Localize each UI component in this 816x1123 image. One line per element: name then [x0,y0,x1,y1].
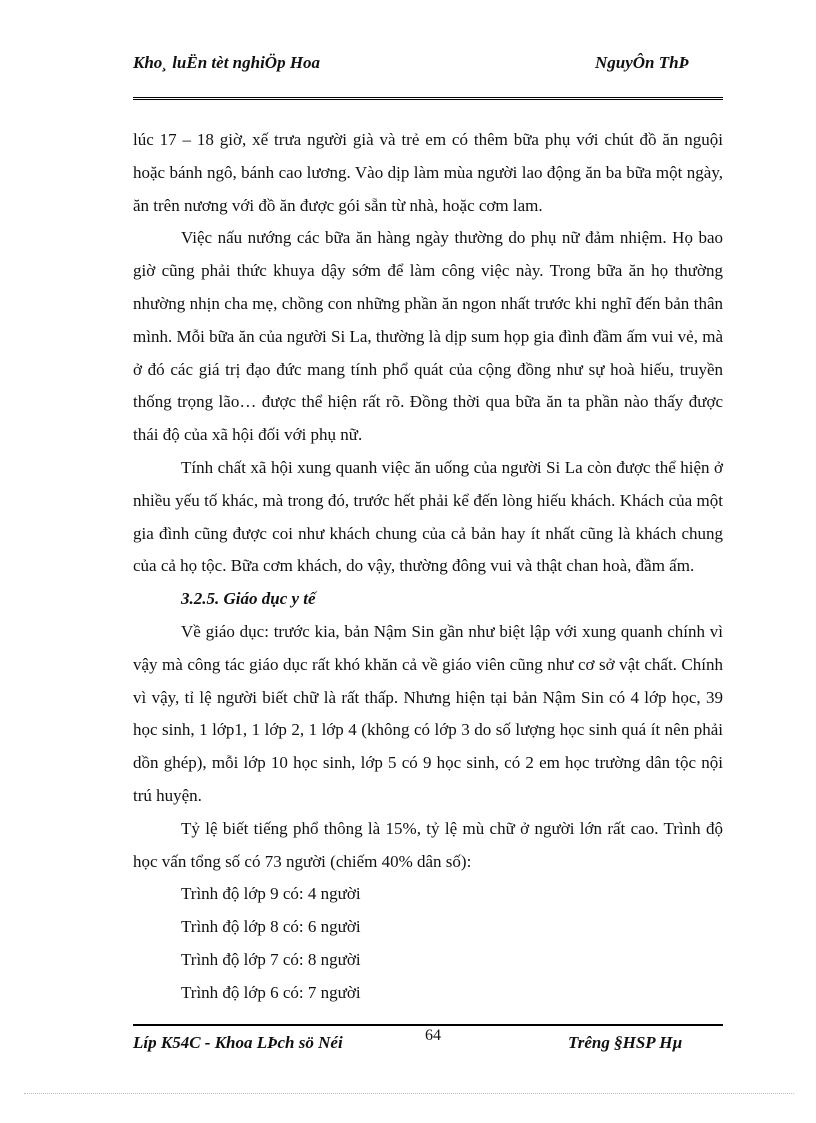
header-rule-secondary [133,99,723,100]
footer-rule [133,1024,723,1026]
footer-university: Trêng §HSP Hµ [568,1033,683,1052]
header-thesis-title: Kho¸ luËn tèt nghiÖp Hoa [133,53,321,72]
header-rule [133,97,723,98]
paragraph-education: Về giáo dục: trước kia, bản Nậm Sin gần như biệt lập với xung quanh chính vì vậy mà công tác giáo dục rất khó khăn cả về giáo viên cũng như cơ sở vật chất. Chính vì vậy, tỉ lệ người biết chữ là rất thấp. Nhưng hiện tại bản Nậm Sin có 4 lớp học, 39 học sinh, 1 lớp1, 1 lớp 2, 1 lớp 4 (không có lớp 3 do số lượng học sinh quá ít nên phải dồn ghép), mỗi lớp 10 học sinh, lớp 5 có 9 học sinh, có 2 em học trường dân tộc nội trú huyện. [133,621,723,805]
paragraph-literacy: Tỷ lệ biết tiếng phổ thông là 15%, tỷ lệ mù chữ ở người lớn rất cao. Trình độ học vấn tổng số có 73 người (chiếm 40% dân số): [133,818,723,871]
paragraph-hospitality: Tính chất xã hội xung quanh việc ăn uống của người Si La còn được thể hiện ở nhiều yếu tố khác, mà trong đó, trước hết phải kể đến lòng hiếu khách. Khách của một gia đình cũng được coi như khách chung của cả bản hay ít nhất cũng là khách chung của cả họ tộc. Bữa cơm khách, do vậy, thường đông vui và thật chan hoà, đầm ấm. [133,457,723,576]
page-number: 64 [425,1027,441,1044]
paragraph-cooking: Việc nấu nướng các bữa ăn hàng ngày thường do phụ nữ đảm nhiệm. Họ bao giờ cũng phải thức khuya dậy sớm để làm công việc này. Trong bữa ăn họ thường nhường nhịn cha mẹ, chồng con những phần ăn ngon nhất trước khi nghĩ đến bản thân mình. Mỗi bữa ăn của người Si La, thường là dịp sum họp gia đình đầm ấm vui vẻ, mà ở đó các giá trị đạo đức mang tính phổ quát của cộng đồng như sự hoà hiếu, truyền thống trọng lão… được thể hiện rất rõ. Đồng thời qua bữa ăn ta phần nào thấy được thái độ của xã hội đối với phụ nữ. [133,228,723,445]
header-author-name: NguyÔn ThÞ [595,53,689,72]
list-item-grade-6: Trình độ lớp 6 có: 7 người [181,982,361,1002]
page-edge-divider [24,1093,794,1094]
section-heading: 3.2.5. Giáo dục y tế [181,589,316,609]
footer-class-info: Líp K54C - Khoa LÞch sö Néi [133,1033,343,1052]
list-item-grade-7: Trình độ lớp 7 có: 8 người [181,949,361,969]
list-item-grade-9: Trình độ lớp 9 có: 4 người [181,884,361,904]
list-item-grade-8: Trình độ lớp 8 có: 6 người [181,917,361,937]
paragraph-continued: lúc 17 – 18 giờ, xế trưa người già và trẻ em có thêm bữa phụ với chút đồ ăn nguội hoặc bánh ngô, bánh cao lương. Vào dịp làm mùa người lao động ăn ba bữa một ngày, ăn trên nương với đồ ăn được gói sẵn từ nhà, hoặc cơm lam. [133,130,723,215]
page-body [133,124,723,1010]
